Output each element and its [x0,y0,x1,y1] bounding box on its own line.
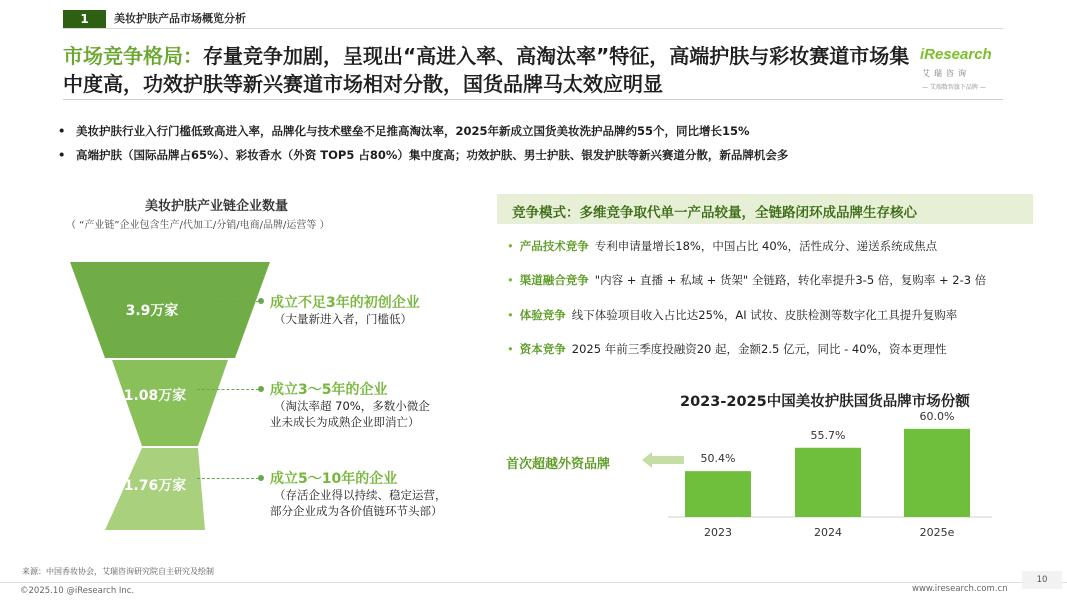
page-number: 10 [1022,571,1062,589]
title-accent: 市场竞争格局： [63,44,203,68]
stage-desc-3-line-1: （存活企业得以持续、稳定运营， [274,488,447,502]
x-tick-label: 2023 [704,526,732,539]
funnel-value-3: 1.76万家 [123,478,187,494]
x-tick-label: 2024 [814,526,842,539]
logo-wordmark: iResearch [920,46,992,63]
funnel-title: 美妆护肤产业链企业数量 [145,199,289,214]
stage-desc-1-line-1: （大量新进入者，门槛低） [274,312,412,326]
funnel-value-2: 1.08万家 [123,388,187,404]
connector-dot-1 [258,298,264,304]
connector-dot-3 [258,475,264,481]
bar-2023 [685,471,751,517]
page-title [63,42,923,98]
competition-item-1: • 产品技术竞争 专利申请量增长18%，中国占比 40%，活性成分、递送系统成焦点 [507,239,938,253]
x-tick-label: 2025e [919,526,955,539]
stage-desc-2-line-1: （淘汰率超 70%，多数小微企 [274,399,430,413]
bar-2024 [795,448,861,517]
connector-line-1 [197,301,259,302]
competition-title: 竞争模式：多维竞争取代单一产品较量，全链路闭环成品牌生存核心 [512,205,917,221]
callout-arrow-icon [642,451,684,469]
source-note: 来源：中国香妆协会，艾瑞咨询研究院自主研究及绘制 [22,567,214,576]
funnel-subtitle: （ “产业链”企业包含生产/代加工/分销/电商/品牌/运营等 ） [66,220,330,231]
section-label: 美妆护肤产品市场概览分析 [114,12,246,25]
bar-value-label: 55.7% [810,428,846,442]
competition-item-4: • 资本竞争 2025 年前三季度投融资20 起，金额2.5 亿元，同比 - 40%，资本更理性 [507,342,947,356]
competition-item-3: • 体验竞争 线下体验项目收入占比达25%，AI 试妆、皮肤检测等数字化工具提升复购率 [507,308,958,322]
iresearch-logo [920,44,1002,96]
section-number: 1 [63,10,106,28]
stage-desc-2-line-2: 业未成长为成熟企业即消亡） [270,415,420,429]
title-text: 存量竞争加剧，呈现出“高进入率、高淘汰率”特征，高端护肤与彩妆赛道市场集中度高，功效护肤等新兴赛道市场相对分散，国货品牌马太效应明显 [63,44,910,96]
connector-dot-2 [258,386,264,392]
chart-title: 2023-2025中国美妆护肤国货品牌市场份额 [680,394,970,410]
stage-desc-3-line-2: 部分企业成为各价值链环节头部） [270,504,443,518]
summary-bullet-2: • 高端护肤（国际品牌占65%）、彩妆香水（外资 TOP5 占80%）集中度高；功效护肤、男士护肤、银发护肤等新兴赛道分散，新品牌机会多 [58,148,789,162]
logo-cn-name: 艾瑞咨询 [922,69,970,78]
website-link[interactable]: www.iresearch.com.cn [912,584,1008,594]
bar-value-label: 50.4% [700,452,736,466]
summary-bullet-1: • 美妆护肤行业入行门槛低致高进入率，品牌化与技术壁垒不足推高淘汰率，2025年新成立国货美妆洗护品牌约55个，同比增长15% [58,124,750,138]
market-share-bar-chart [600,400,1010,550]
stage-title-2: 成立3～5年的企业 [270,382,388,398]
bar-2025e [904,429,970,517]
header-divider [63,28,1003,29]
copyright: ©2025.10 @iResearch Inc. [20,586,135,596]
footer-divider [0,582,1067,583]
connector-line-3 [197,478,259,479]
chart-callout: 首次超越外资品牌 [506,457,611,472]
logo-tagline: — 艾瑞数智旗下品牌 — [922,84,986,91]
connector-line-2 [197,389,259,390]
funnel-value-1: 3.9万家 [125,303,179,319]
bar-value-label: 60.0% [919,409,955,423]
competition-item-2: • 渠道融合竞争 "内容 + 直播 + 私域 + 货架" 全链路，转化率提升3-5 倍，复购率 + 2-3 倍 [507,273,987,287]
stage-title-1: 成立不足3年的初创企业 [270,295,420,311]
stage-title-3: 成立5～10年的企业 [270,471,398,487]
title-divider [63,99,1003,100]
